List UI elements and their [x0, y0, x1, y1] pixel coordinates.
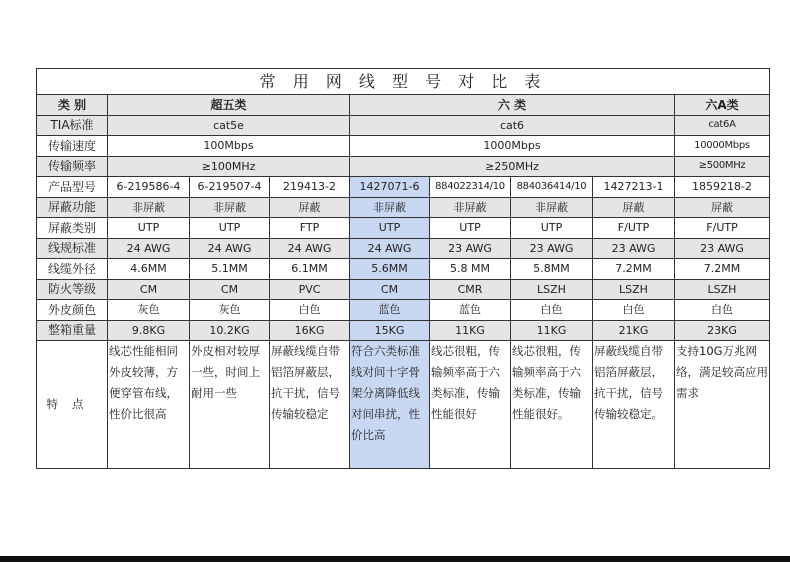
row-label: 产品型号: [37, 177, 108, 198]
feature-text: 线芯性能相同外皮较薄，方便穿管布线，性价比很高: [108, 341, 190, 469]
cell-value: 屏蔽: [675, 197, 770, 218]
cell-value: 5.8 MM: [430, 259, 511, 280]
cell-value: 15KG: [350, 320, 430, 341]
detail-row: [37, 300, 770, 321]
row-label: TIA标准: [37, 115, 108, 136]
cell-value: 非屏蔽: [350, 197, 430, 218]
cell-value: 884036414/10: [511, 177, 593, 198]
cell-value: UTP: [190, 218, 270, 239]
cell-value: LSZH: [593, 279, 675, 300]
cell-value: 非屏蔽: [511, 197, 593, 218]
cell-value: 10.2KG: [190, 320, 270, 341]
cell-value: 1859218-2: [675, 177, 770, 198]
row-label: 传输频率: [37, 156, 108, 177]
detail-row: [37, 177, 770, 198]
cell-value: CMR: [430, 279, 511, 300]
cat6a-value: 10000Mbps: [675, 136, 770, 157]
row-label: 屏蔽功能: [37, 197, 108, 218]
cell-value: 24 AWG: [270, 238, 350, 259]
cell-value: UTP: [350, 218, 430, 239]
feature-text: 支持10G万兆网络，满足较高应用需求: [675, 341, 770, 469]
row-label: 传输速度: [37, 136, 108, 157]
cell-value: 4.6MM: [108, 259, 190, 280]
detail-row: [37, 279, 770, 300]
cell-value: 蓝色: [350, 300, 430, 321]
cat6a-group-header: 六A类: [675, 95, 770, 116]
cell-value: 非屏蔽: [430, 197, 511, 218]
feature-text: 线芯很粗，传输频率高于六类标准，传输性能很好。: [511, 341, 593, 469]
row-label: 外皮颜色: [37, 300, 108, 321]
cell-value: 9.8KG: [108, 320, 190, 341]
cell-value: 白色: [270, 300, 350, 321]
cat5e-group-header: 超五类: [108, 95, 350, 116]
cell-value: LSZH: [675, 279, 770, 300]
cell-value: 非屏蔽: [190, 197, 270, 218]
cell-value: CM: [108, 279, 190, 300]
cat5e-value: ≥100MHz: [108, 156, 350, 177]
feature-text: 符合六类标准线对间十字骨架分离降低线对间串扰，性价比高: [350, 341, 430, 469]
cell-value: 884022314/10: [430, 177, 511, 198]
cat5e-value: 100Mbps: [108, 136, 350, 157]
cell-value: 23 AWG: [511, 238, 593, 259]
cable-comparison-table: [36, 68, 770, 469]
feature-text: 外皮相对较厚一些，时间上耐用一些: [190, 341, 270, 469]
row-label: 线缆外径: [37, 259, 108, 280]
cat6a-value: cat6A: [675, 115, 770, 136]
cell-value: 屏蔽: [593, 197, 675, 218]
table-title: 常 用 网 线 型 号 对 比 表: [37, 69, 770, 95]
cell-value: 23 AWG: [675, 238, 770, 259]
cat6-value: ≥250MHz: [350, 156, 675, 177]
cell-value: 21KG: [593, 320, 675, 341]
cell-value: 11KG: [430, 320, 511, 341]
cell-value: 219413-2: [270, 177, 350, 198]
cell-value: 23 AWG: [430, 238, 511, 259]
category-header: 类 别: [37, 95, 108, 116]
cell-value: UTP: [511, 218, 593, 239]
cell-value: 白色: [593, 300, 675, 321]
feature-text: 屏蔽线缆自带铝箔屏蔽层，抗干扰，信号传输较稳定: [270, 341, 350, 469]
cat6-value: cat6: [350, 115, 675, 136]
cat6a-value: ≥500MHz: [675, 156, 770, 177]
summary-row: [37, 115, 770, 136]
cell-value: LSZH: [511, 279, 593, 300]
cell-value: 屏蔽: [270, 197, 350, 218]
title-row: [37, 69, 770, 95]
cell-value: 24 AWG: [108, 238, 190, 259]
detail-row: [37, 197, 770, 218]
detail-row: [37, 218, 770, 239]
cell-value: 1427071-6: [350, 177, 430, 198]
detail-row: [37, 320, 770, 341]
cell-value: PVC: [270, 279, 350, 300]
row-label: 防火等级: [37, 279, 108, 300]
cell-value: CM: [350, 279, 430, 300]
row-label: 整箱重量: [37, 320, 108, 341]
cell-value: 灰色: [190, 300, 270, 321]
cell-value: 23KG: [675, 320, 770, 341]
cell-value: 24 AWG: [190, 238, 270, 259]
cell-value: 5.6MM: [350, 259, 430, 280]
header-row: [37, 95, 770, 116]
detail-row: [37, 259, 770, 280]
cell-value: 灰色: [108, 300, 190, 321]
cell-value: 11KG: [511, 320, 593, 341]
bottom-bar: [0, 556, 790, 562]
cat6-group-header: 六 类: [350, 95, 675, 116]
cell-value: 7.2MM: [593, 259, 675, 280]
row-label: 屏蔽类别: [37, 218, 108, 239]
features-row: [37, 341, 770, 469]
row-label: 线规标准: [37, 238, 108, 259]
cell-value: UTP: [108, 218, 190, 239]
cell-value: 白色: [675, 300, 770, 321]
cell-value: 7.2MM: [675, 259, 770, 280]
cell-value: FTP: [270, 218, 350, 239]
cell-value: 6-219507-4: [190, 177, 270, 198]
detail-row: [37, 238, 770, 259]
cell-value: 23 AWG: [593, 238, 675, 259]
cat5e-value: cat5e: [108, 115, 350, 136]
cell-value: 白色: [511, 300, 593, 321]
cell-value: 24 AWG: [350, 238, 430, 259]
features-label: 特点: [37, 341, 108, 469]
feature-text: 屏蔽线缆自带铝箔屏蔽层，抗干扰，信号传输较稳定。: [593, 341, 675, 469]
summary-row: [37, 136, 770, 157]
cell-value: 蓝色: [430, 300, 511, 321]
feature-text: 线芯很粗，传输频率高于六类标准，传输性能很好: [430, 341, 511, 469]
cell-value: F/UTP: [593, 218, 675, 239]
cell-value: 5.8MM: [511, 259, 593, 280]
cell-value: 非屏蔽: [108, 197, 190, 218]
summary-row: [37, 156, 770, 177]
cell-value: 6-219586-4: [108, 177, 190, 198]
cell-value: CM: [190, 279, 270, 300]
cell-value: F/UTP: [675, 218, 770, 239]
cell-value: 16KG: [270, 320, 350, 341]
cell-value: 6.1MM: [270, 259, 350, 280]
cell-value: UTP: [430, 218, 511, 239]
cell-value: 1427213-1: [593, 177, 675, 198]
cell-value: 5.1MM: [190, 259, 270, 280]
cat6-value: 1000Mbps: [350, 136, 675, 157]
